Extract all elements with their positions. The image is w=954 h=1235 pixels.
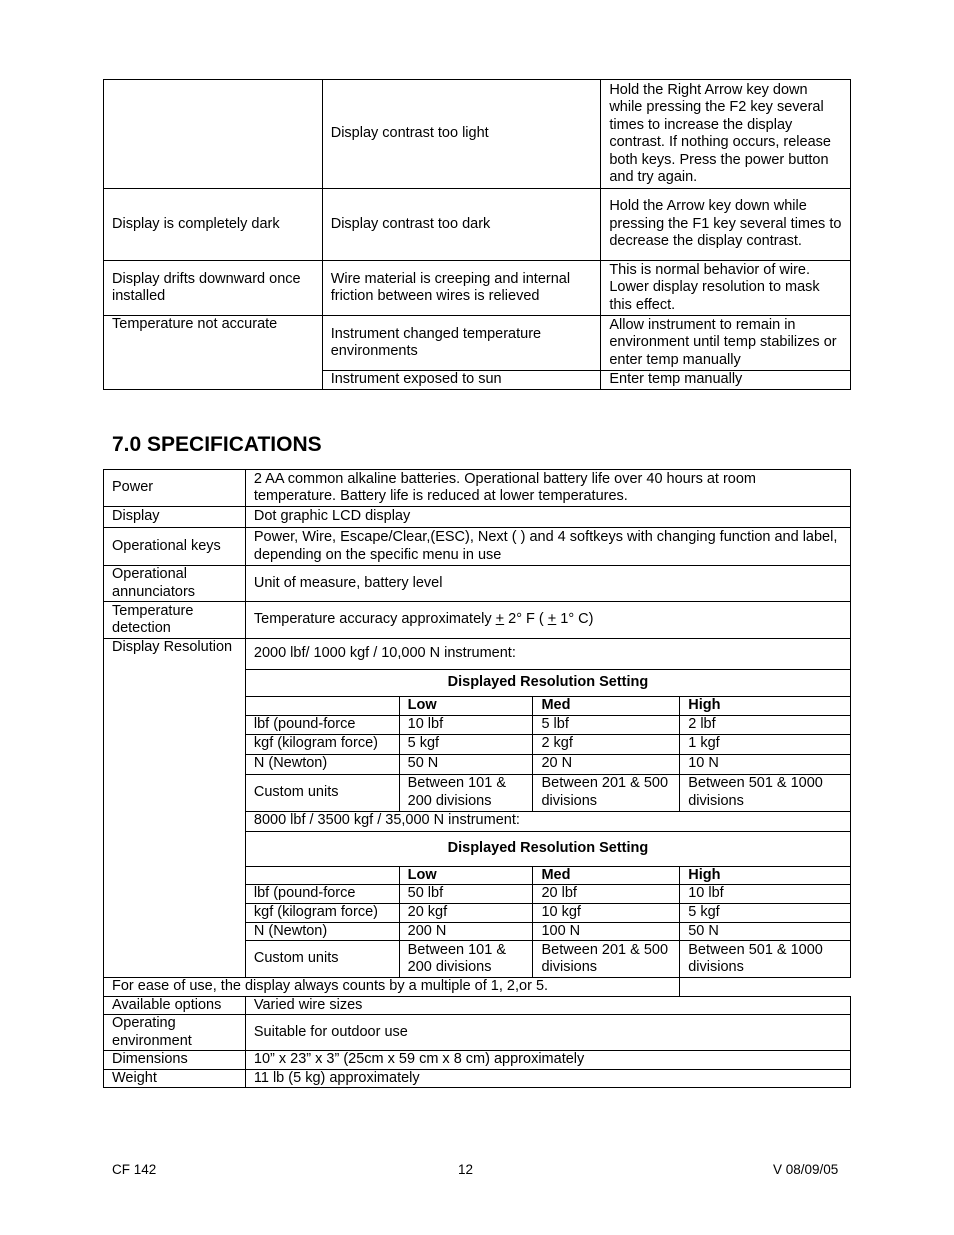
cause-cell: Wire material is creeping and internal friction between wires is relieved bbox=[322, 261, 601, 316]
solution-cell: This is normal behavior of wire. Lower display resolution to mask this effect. bbox=[601, 261, 851, 316]
column-header-med: Med bbox=[533, 866, 680, 885]
column-header-low: Low bbox=[399, 866, 533, 885]
table-row bbox=[104, 528, 851, 566]
table-row bbox=[104, 602, 851, 639]
value-cell: Between 101 & 200 divisions bbox=[399, 774, 533, 811]
unit-cell: Custom units bbox=[245, 774, 399, 811]
spec-value: 10” x 23” x 3” (25cm x 59 cm x 8 cm) approximately bbox=[245, 1051, 850, 1070]
column-header-low: Low bbox=[399, 697, 533, 716]
problem-cell: Temperature not accurate bbox=[104, 316, 323, 390]
table-row bbox=[104, 996, 851, 1015]
cause-cell: Instrument exposed to sun bbox=[322, 371, 601, 390]
cause-cell: Instrument changed temperature environments bbox=[322, 316, 601, 371]
cause-cell: Display contrast too light bbox=[322, 80, 601, 189]
temp-prefix: Temperature accuracy approximately bbox=[253, 611, 496, 628]
value-cell: 2 kgf bbox=[533, 734, 680, 754]
spec-value: 11 lb (5 kg) approximately bbox=[245, 1069, 850, 1088]
spec-label: Weight bbox=[104, 1069, 246, 1088]
blank-cell bbox=[245, 697, 399, 716]
footer-document-id: CF 142 bbox=[112, 1162, 157, 1177]
value-cell: Between 501 & 1000 divisions bbox=[680, 941, 851, 978]
unit-cell: kgf (kilogram force) bbox=[245, 904, 399, 923]
value-cell: 100 N bbox=[533, 922, 680, 941]
unit-cell: N (Newton) bbox=[245, 922, 399, 941]
spec-value: Unit of measure, battery level bbox=[245, 566, 850, 602]
value-cell: 10 lbf bbox=[680, 885, 851, 904]
spec-value: Suitable for outdoor use bbox=[245, 1015, 850, 1051]
table-row bbox=[104, 316, 851, 371]
value-cell: 2 lbf bbox=[680, 715, 851, 734]
value-cell: 1 kgf bbox=[680, 734, 851, 754]
value-cell: 20 N bbox=[533, 754, 680, 774]
value-cell: Between 201 & 500 divisions bbox=[533, 774, 680, 811]
footer-page-number: 12 bbox=[458, 1162, 474, 1177]
value-cell: Between 101 & 200 divisions bbox=[399, 941, 533, 978]
problem-cell: Display drifts downward once installed bbox=[104, 261, 323, 316]
table-row bbox=[104, 566, 851, 602]
table-row bbox=[104, 1051, 851, 1070]
temp-suffix: 1° C) bbox=[556, 611, 594, 628]
problem-cell bbox=[104, 80, 323, 189]
unit-cell: Custom units bbox=[245, 941, 399, 978]
value-cell: 10 N bbox=[680, 754, 851, 774]
solution-cell: Hold the Right Arrow key down while pressing the F2 key several times to increase the display contrast. If nothing occurs, release both keys. Press the power button and try again. bbox=[601, 80, 851, 189]
unit-cell: lbf (pound-force bbox=[245, 715, 399, 734]
resolution-heading: Displayed Resolution Setting bbox=[245, 831, 850, 866]
spec-label: Operating environment bbox=[104, 1015, 246, 1051]
footer-version: V 08/09/05 bbox=[773, 1162, 839, 1177]
temp-middle: 2° F ( bbox=[504, 611, 548, 628]
unit-cell: N (Newton) bbox=[245, 754, 399, 774]
table-row bbox=[104, 1069, 851, 1088]
spec-label: Display bbox=[104, 507, 246, 528]
problem-cell: Display is completely dark bbox=[104, 189, 323, 261]
spec-label: Available options bbox=[104, 996, 246, 1015]
table-row bbox=[104, 1015, 851, 1051]
specifications-table bbox=[103, 469, 851, 1088]
spec-label: Display Resolution bbox=[104, 639, 246, 978]
column-header-high: High bbox=[680, 697, 851, 716]
table-row bbox=[104, 189, 851, 261]
value-cell: 5 kgf bbox=[680, 904, 851, 923]
spec-value bbox=[245, 602, 850, 639]
unit-cell: lbf (pound-force bbox=[245, 885, 399, 904]
value-cell: Between 201 & 500 divisions bbox=[533, 941, 680, 978]
spec-value: Varied wire sizes bbox=[245, 996, 850, 1015]
cause-cell: Display contrast too dark bbox=[322, 189, 601, 261]
table-row bbox=[104, 470, 851, 507]
value-cell: 20 lbf bbox=[533, 885, 680, 904]
solution-cell: Hold the Arrow key down while pressing the F1 key several times to decrease the display contrast. bbox=[601, 189, 851, 261]
spec-label: Operational keys bbox=[104, 528, 246, 566]
value-cell: 50 N bbox=[399, 754, 533, 774]
plus-minus-sign: + bbox=[495, 611, 505, 628]
value-cell: Between 501 & 1000 divisions bbox=[680, 774, 851, 811]
spec-label: Dimensions bbox=[104, 1051, 246, 1070]
resolution-heading: Displayed Resolution Setting bbox=[245, 670, 850, 697]
spec-label: Temperature detection bbox=[104, 602, 246, 639]
ease-note: For ease of use, the display always counts by a multiple of 1, 2,or 5. bbox=[104, 978, 680, 997]
solution-cell: Allow instrument to remain in environment until temp stabilizes or enter temp manually bbox=[601, 316, 851, 371]
value-cell: 50 N bbox=[680, 922, 851, 941]
spec-label: Power bbox=[104, 470, 246, 507]
column-header-high: High bbox=[680, 866, 851, 885]
instrument-label: 8000 lbf / 3500 kgf / 35,000 N instrument: bbox=[245, 811, 850, 831]
value-cell: 10 kgf bbox=[533, 904, 680, 923]
table-row bbox=[104, 978, 851, 997]
instrument-label: 2000 lbf/ 1000 kgf / 10,000 N instrument: bbox=[245, 639, 850, 670]
solution-cell: Enter temp manually bbox=[601, 371, 851, 390]
column-header-med: Med bbox=[533, 697, 680, 716]
spec-value: Power, Wire, Escape/Clear,(ESC), Next ( ) and 4 softkeys with changing function and label, depending on the specific menu in use bbox=[245, 528, 850, 566]
spec-label: Operational annunciators bbox=[104, 566, 246, 602]
value-cell: 10 lbf bbox=[399, 715, 533, 734]
spec-value: 2 AA common alkaline batteries. Operational battery life over 40 hours at room temperature. Battery life is reduced at lower temperatures. bbox=[245, 470, 850, 507]
value-cell: 50 lbf bbox=[399, 885, 533, 904]
blank-cell bbox=[245, 866, 399, 885]
value-cell: 5 kgf bbox=[399, 734, 533, 754]
troubleshooting-table bbox=[103, 79, 851, 390]
table-row bbox=[104, 80, 851, 189]
table-row bbox=[104, 507, 851, 528]
value-cell: 20 kgf bbox=[399, 904, 533, 923]
unit-cell: kgf (kilogram force) bbox=[245, 734, 399, 754]
section-heading: 7.0 SPECIFICATIONS bbox=[112, 433, 322, 456]
value-cell: 200 N bbox=[399, 922, 533, 941]
value-cell: 5 lbf bbox=[533, 715, 680, 734]
table-row bbox=[104, 261, 851, 316]
spec-value: Dot graphic LCD display bbox=[245, 507, 850, 528]
table-row bbox=[104, 639, 851, 670]
plus-minus-sign: + bbox=[547, 611, 557, 628]
